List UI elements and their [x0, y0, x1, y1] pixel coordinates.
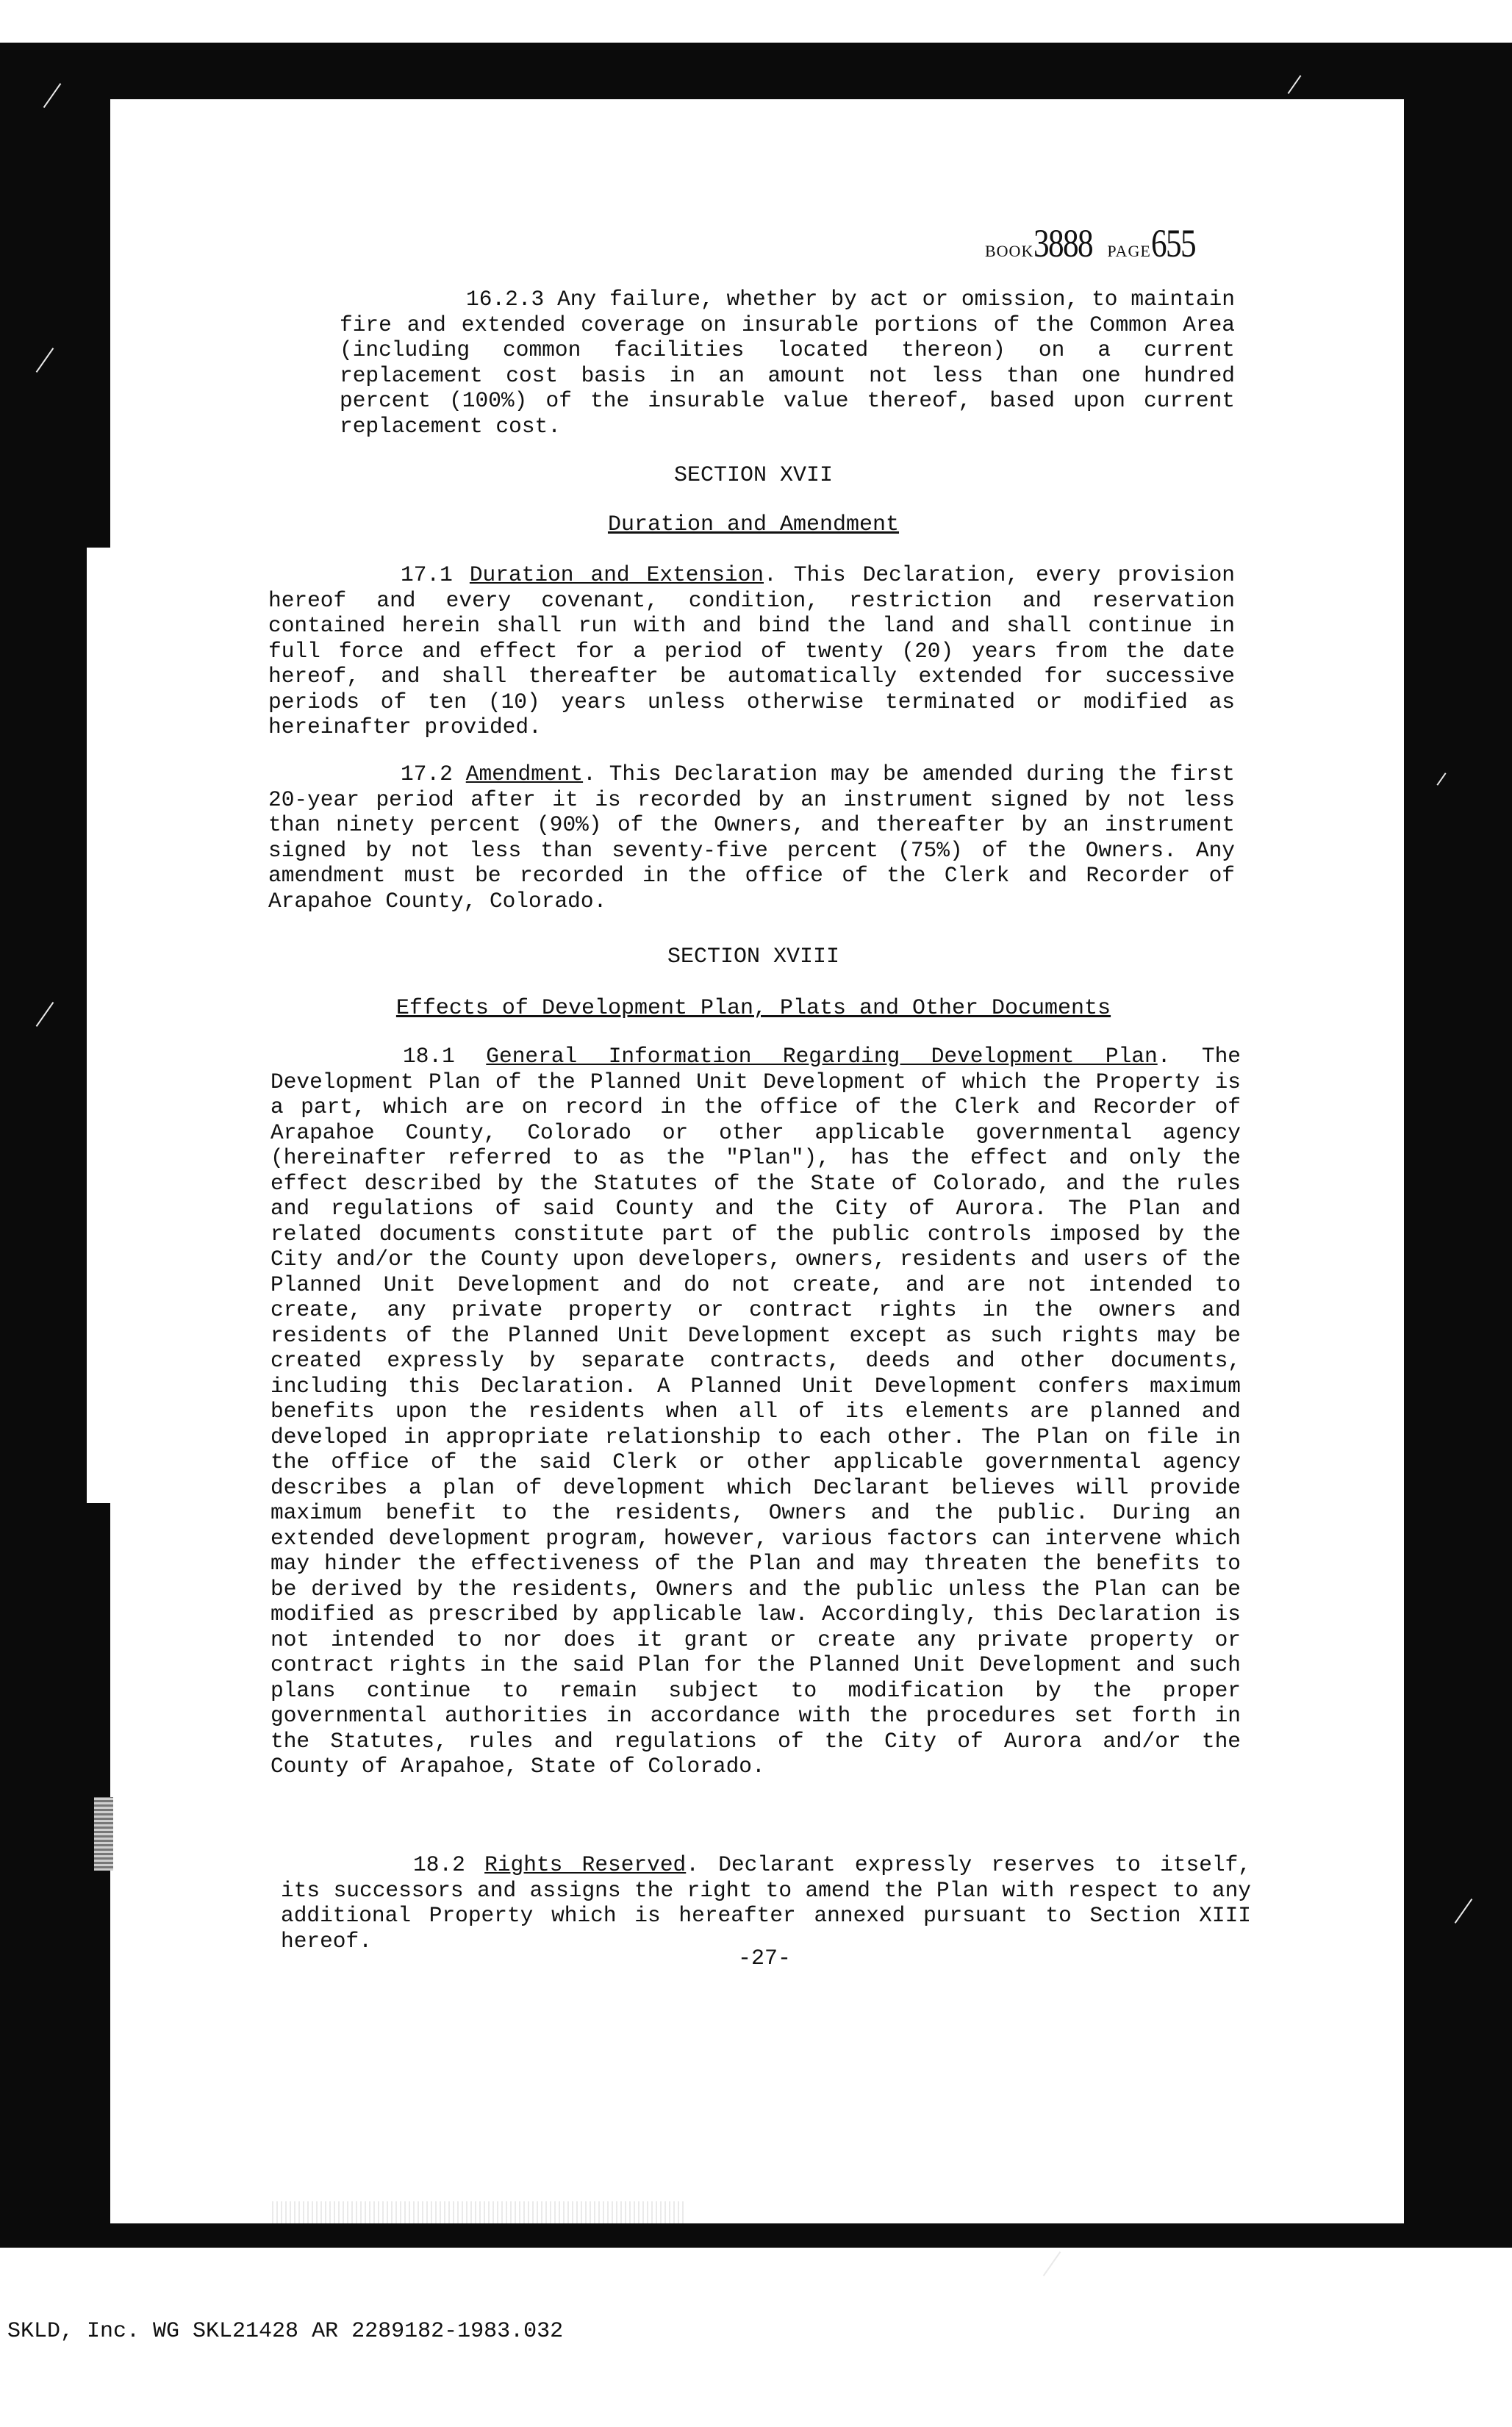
paragraph-number: 18.2: [413, 1852, 465, 1877]
section-subtitle: Duration and Amendment: [607, 512, 900, 537]
paragraph-text: . Declarant expressly reserves to itself, its successors and assigns the right to amend the Plan with respect to any additional Property which is hereafter annexed pursuant to Section XIII hereof.: [281, 1852, 1252, 1954]
book-page-reference: [985, 221, 1242, 265]
paragraph-18-1: [270, 1044, 1241, 1779]
paragraph-18-2: [281, 1852, 1251, 1954]
paragraph-text: . The Development Plan of the Planned Unit Development of which the Property is a part, which are on record in the office of the Clerk and Recorder of Arapahoe County, Colorado or other applicable governmental agency (hereinafter referred to as the "Plan"), has the effect and only the effect described by the Statutes of the State of Colorado, and the rules and regulations of said County and the City of Aurora. The Plan and related documents constitute part of the public controls imposed by the City and/or the County upon developers, owners, residents and users of the Planned Unit Development and do not create, and are not intended to create, any private property or contract rights in the owners and residents of the Planned Unit Development except as such rights may be created expressly by separate contracts, deeds and other documents, including this Declaration. A Planned Unit Development confers maximum benefits upon the residents when all of its elements are planned and developed in appropriate relationship to each other. The Plan on file in the office of the said Clerk or other applicable governmental agency describes a plan of development which Declarant believes will provide maximum benefit to the residents, Owners and the public. During an extended development program, however, various factors can intervene which may hinder the effectiveness of the Plan and may threaten the benefits to be derived by the residents, Owners and the public unless the Plan can be modified as prescribed by applicable law. Accordingly, this Declaration is not intended to nor does it grant or create any private property or contract rights in the said Plan for the Planned Unit Development and such plans continue to remain subject to modification by the proper governmental authorities in accordance with the procedures set forth in the Statutes, rules and regulations of the City of Aurora and/or the County of Arapahoe, State of Colorado.: [270, 1044, 1242, 1779]
document-footer: SKLD, Inc. WG SKL21428 AR 2289182-1983.032: [7, 2319, 564, 2344]
paragraph-text: . This Declaration, every provision hereof and every covenant, condition, restriction and reservation contained herein shall run with and bind the land and shall continue in full force and effect for a period of twenty (20) years from the date hereof, and shall thereafter be automatically extended for successive periods of ten (10) years unless otherwise terminated or modified as hereinafter provided.: [268, 562, 1235, 739]
book-label: BOOK: [985, 242, 1034, 260]
paragraph-16-2-3: [340, 287, 1235, 439]
paragraph-heading: Rights Reserved: [484, 1852, 687, 1877]
section-subtitle: Effects of Development Plan, Plats and Other Documents: [395, 996, 1111, 1021]
paragraph-heading: General Information Regarding Development Plan: [486, 1044, 1158, 1069]
paragraph-text: . This Declaration may be amended during the first 20-year period after it is recorded by an instrument signed by not less than ninety percent (90%) of the Owners, and thereafter by an instrument signed by not less than seventy-five percent (75%) of the Owners. Any amendment must be recorded in the office of the Clerk and Recorder of Arapahoe County, Colorado.: [268, 761, 1235, 914]
scan-speck: [1043, 2251, 1061, 2276]
scan-artifact: [272, 2201, 684, 2223]
paragraph-number: 18.1: [403, 1044, 455, 1069]
paragraph-body: maintain fire and extended coverage on insurable portions of the Common Area (including common facilities located thereon) on a current replacement cost basis in an amount not less than one hundred percent (100%) of the insurable value thereof, based upon current replacement cost.: [340, 287, 1235, 439]
book-number: 3888: [1033, 221, 1093, 265]
paragraph-heading: Duration and Extension: [469, 562, 764, 587]
page-number: -27-: [737, 1946, 791, 1971]
paragraph-lead: 16.2.3 Any failure, whether by act or omission, to: [466, 287, 1118, 312]
section-title: SECTION XVII: [673, 463, 834, 488]
paragraph-17-1: [268, 562, 1235, 740]
paragraph-heading: Amendment: [465, 761, 584, 786]
section-title: SECTION XVIII: [667, 944, 840, 969]
page-reference: 655: [1150, 221, 1195, 265]
page-label: PAGE: [1107, 242, 1151, 260]
paragraph-number: 17.1: [401, 562, 453, 587]
paragraph-number: 17.2: [401, 761, 453, 786]
paragraph-17-2: [268, 761, 1235, 914]
binding-edge-mark: [94, 1797, 113, 1871]
